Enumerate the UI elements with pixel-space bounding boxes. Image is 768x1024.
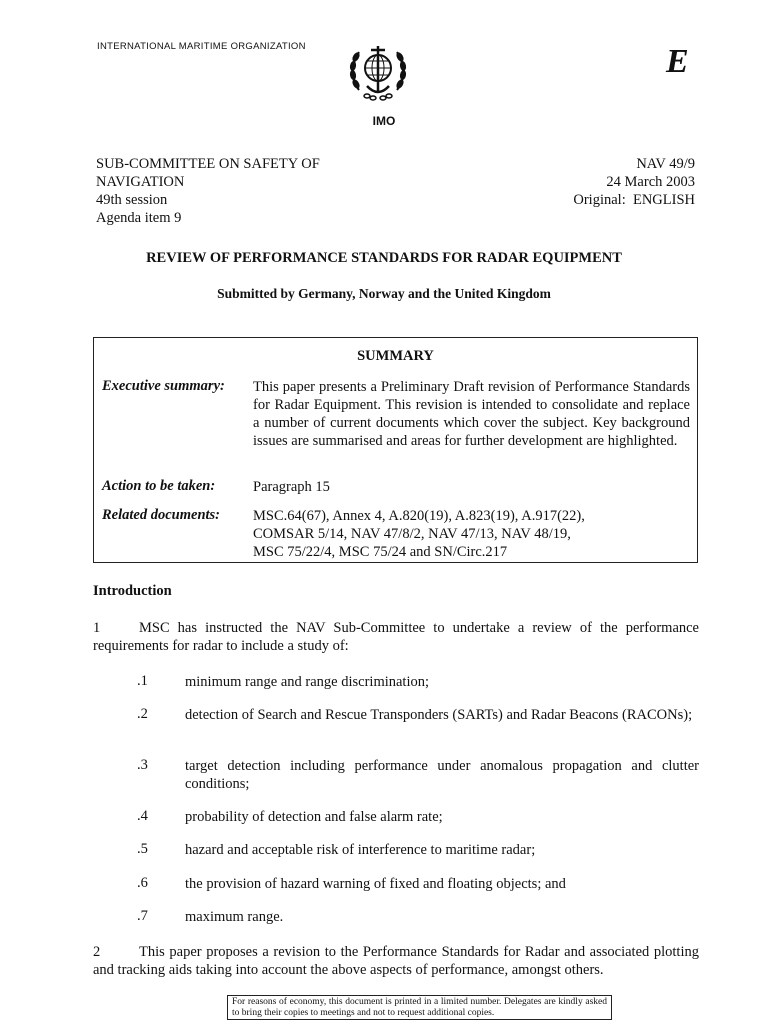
list-item-number: .6 (137, 875, 148, 891)
related-documents-label: Related documents: (102, 507, 221, 523)
list-item-text: probability of detection and false alarm rate; (185, 809, 443, 825)
document-info-block (573, 155, 695, 209)
list-item-text: maximum range. (185, 909, 284, 925)
original-language: Original: ENGLISH (573, 192, 695, 208)
related-documents-line: MSC 75/22/4, MSC 75/24 and SN/Circ.217 (253, 544, 508, 560)
language-code: E (666, 43, 689, 80)
committee-line-1: SUB-COMMITTEE ON SAFETY OF (96, 156, 320, 172)
list-item-text: hazard and acceptable risk of interference to maritime radar; (185, 842, 536, 858)
executive-summary-label: Executive summary: (102, 378, 225, 394)
list-item-number: .2 (137, 706, 148, 722)
action-text: Paragraph 15 (253, 479, 330, 495)
session: 49th session (96, 192, 168, 208)
list-item-text: detection of Search and Rescue Transponders (SARTs) and Radar Beacons (RACONs); (185, 707, 693, 723)
agenda-item: Agenda item 9 (96, 210, 182, 226)
list-item-text: minimum range and range discrimination; (185, 674, 430, 690)
imo-acronym: IMO (372, 114, 396, 128)
paragraph-number: 2 (93, 944, 101, 960)
executive-summary-text: This paper presents a Preliminary Draft revision of Performance Standards for Radar Equipment. This revision is intended to consolidate and replace a number of current documents which cover the subject. Key background issues are summarised and areas for further development are highlighted. (253, 379, 690, 449)
summary-heading: SUMMARY (357, 348, 434, 364)
list-item-number: .5 (137, 841, 148, 857)
organization-name: INTERNATIONAL MARITIME ORGANIZATION (97, 41, 306, 52)
related-documents-list (253, 507, 690, 561)
introduction-heading: Introduction (93, 583, 172, 599)
paragraph-1-text: MSC has instructed the NAV Sub-Committee to undertake a review of the performance requirements for radar to include a study of: (93, 620, 699, 654)
committee-block (96, 155, 320, 227)
related-documents-line: COMSAR 5/14, NAV 47/8/2, NAV 47/13, NAV 48/19, (253, 526, 571, 542)
paragraph-number: 1 (93, 620, 101, 636)
list-item-text: the provision of hazard warning of fixed and floating objects; and (185, 876, 566, 892)
document-date: 24 March 2003 (606, 174, 695, 190)
list-item-text: target detection including performance under anomalous propagation and clutter conditions; (185, 758, 699, 792)
committee-line-2: NAVIGATION (96, 174, 185, 190)
document-subtitle: Submitted by Germany, Norway and the United Kingdom (217, 286, 551, 301)
document-title: REVIEW OF PERFORMANCE STANDARDS FOR RADAR EQUIPMENT (146, 250, 622, 266)
list-item-number: .1 (137, 673, 148, 689)
action-label: Action to be taken: (102, 478, 216, 494)
imo-emblem-icon (347, 40, 409, 102)
document-number: NAV 49/9 (636, 156, 695, 172)
list-item-number: .7 (137, 908, 148, 924)
footer-note: For reasons of economy, this document is printed in a limited number. Delegates are kindly asked to bring their copies to meetings and not to request additional copies. (227, 995, 612, 1020)
summary-box (93, 337, 698, 563)
list-item-number: .3 (137, 757, 148, 773)
list-item-number: .4 (137, 808, 148, 824)
paragraph-2-text: This paper proposes a revision to the Performance Standards for Radar and associated plotting and tracking aids taking into account the above aspects of performance, amongst others. (93, 944, 699, 978)
related-documents-line: MSC.64(67), Annex 4, A.820(19), A.823(19), A.917(22), (253, 508, 585, 524)
